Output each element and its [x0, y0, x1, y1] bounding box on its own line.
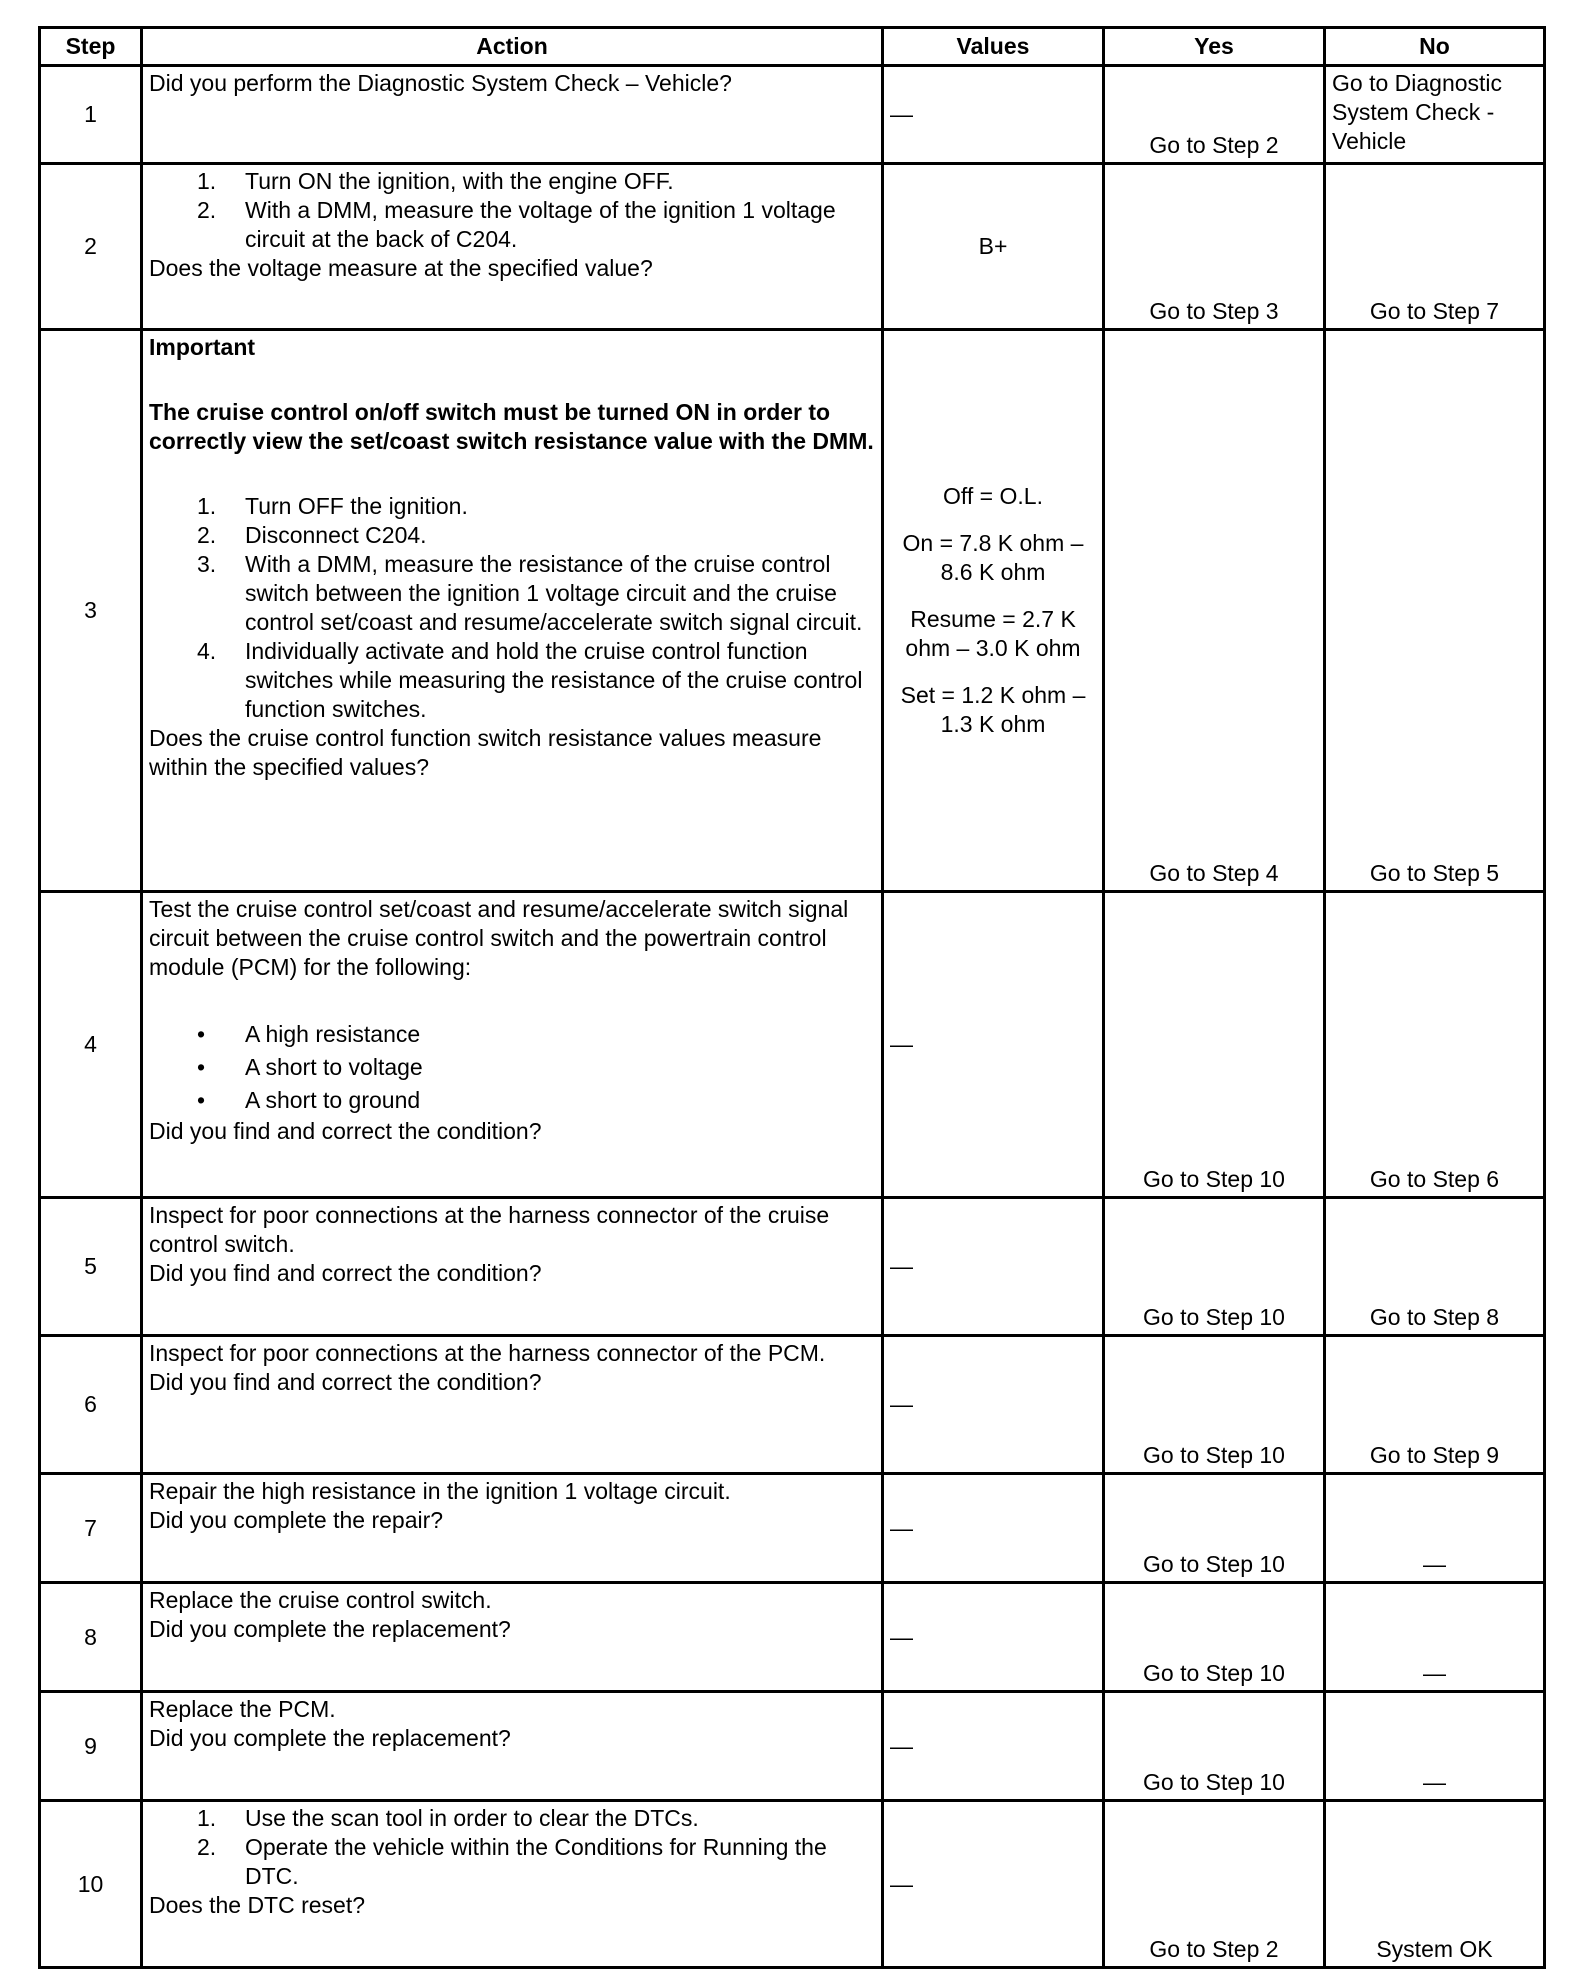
table-row	[40, 1336, 1545, 1474]
values-cell: —	[883, 1692, 1104, 1801]
list-item: 3. With a DMM, measure the resistance of the cruise control switch between the ignition 1 voltage circuit and the cruise control set/coast and resume/accelerate switch signal circuit.	[197, 551, 863, 635]
action-question: Did you find and correct the condition?	[149, 1369, 542, 1395]
values-cell: —	[883, 1474, 1104, 1583]
yes-cell: Go to Step 2	[1104, 1801, 1325, 1968]
step-number: 10	[40, 1801, 142, 1968]
list-item: • A short to ground	[197, 1087, 421, 1113]
yes-cell: Go to Step 10	[1104, 1692, 1325, 1801]
no-cell: —	[1325, 1474, 1545, 1583]
list-item: 1. Use the scan tool in order to clear the DTCs.	[197, 1805, 699, 1831]
values-cell: —	[883, 1336, 1104, 1474]
action-text: Inspect for poor connections at the harness connector of the cruise control switch.	[149, 1202, 830, 1257]
values-cell: —	[883, 892, 1104, 1198]
yes-cell: Go to Step 2	[1104, 66, 1325, 164]
action-text: Replace the cruise control switch.	[149, 1587, 492, 1613]
table-row	[40, 892, 1545, 1198]
step-number: 6	[40, 1336, 142, 1474]
action-cell	[142, 330, 883, 892]
no-cell: Go to Step 8	[1325, 1198, 1545, 1336]
list-item: 2. Operate the vehicle within the Conditions for Running the DTC.	[197, 1834, 827, 1889]
table-row	[40, 1801, 1545, 1968]
action-cell	[142, 1692, 883, 1801]
values-cell: —	[883, 1198, 1104, 1336]
action-question: Did you find and correct the condition?	[149, 1260, 542, 1286]
no-cell: System OK	[1325, 1801, 1545, 1968]
bullet-list	[149, 1018, 875, 1117]
value-set: Set = 1.2 K ohm – 1.3 K ohm	[900, 682, 1086, 737]
table-row	[40, 1583, 1545, 1692]
action-question: Did you complete the replacement?	[149, 1616, 511, 1642]
action-cell	[142, 1583, 883, 1692]
no-cell: Go to Step 9	[1325, 1336, 1545, 1474]
action-text: Replace the PCM.	[149, 1696, 336, 1722]
action-text: Repair the high resistance in the ignition 1 voltage circuit.	[149, 1478, 731, 1504]
action-cell	[142, 892, 883, 1198]
action-cell	[142, 1801, 883, 1968]
action-cell	[142, 1198, 883, 1336]
no-cell: —	[1325, 1583, 1545, 1692]
step-number: 1	[40, 66, 142, 164]
action-question: Did you complete the replacement?	[149, 1725, 511, 1751]
list-item: 1. Turn ON the ignition, with the engine OFF.	[197, 168, 674, 194]
action-cell	[142, 1336, 883, 1474]
step-number: 7	[40, 1474, 142, 1583]
numbered-list	[149, 167, 875, 254]
list-item: • A high resistance	[197, 1021, 421, 1047]
table-row	[40, 1198, 1545, 1336]
list-item: • A short to voltage	[197, 1054, 423, 1080]
action-cell	[142, 164, 883, 330]
action-text: Inspect for poor connections at the harness connector of the PCM.	[149, 1340, 826, 1366]
header-yes: Yes	[1104, 28, 1325, 66]
yes-cell: Go to Step 10	[1104, 1583, 1325, 1692]
numbered-list	[149, 492, 875, 724]
action-text: Test the cruise control set/coast and resume/accelerate switch signal circuit between the cruise control switch and the powertrain control module (PCM) for the following:	[149, 896, 849, 980]
list-item: 4. Individually activate and hold the cruise control function switches while measuring the resistance of the cruise control function switches.	[197, 638, 863, 722]
no-cell: —	[1325, 1692, 1545, 1801]
step-number: 8	[40, 1583, 142, 1692]
action-cell	[142, 66, 883, 164]
no-cell: Go to Step 6	[1325, 892, 1545, 1198]
step-number: 4	[40, 892, 142, 1198]
table-row	[40, 164, 1545, 330]
header-step: Step	[40, 28, 142, 66]
step-number: 9	[40, 1692, 142, 1801]
table-header-row	[40, 28, 1545, 66]
value-off: Off = O.L.	[943, 483, 1043, 509]
values-cell: —	[883, 1583, 1104, 1692]
list-item: 1. Turn OFF the ignition.	[197, 493, 468, 519]
table-row	[40, 1692, 1545, 1801]
step-number: 5	[40, 1198, 142, 1336]
action-question: Does the cruise control function switch resistance values measure within the specified values?	[149, 725, 822, 780]
step-number: 2	[40, 164, 142, 330]
action-cell	[142, 1474, 883, 1583]
yes-cell: Go to Step 10	[1104, 1198, 1325, 1336]
numbered-list	[149, 1804, 875, 1891]
step-number: 3	[40, 330, 142, 892]
value-resume: Resume = 2.7 K ohm – 3.0 K ohm	[905, 606, 1081, 661]
action-question: Does the DTC reset?	[149, 1892, 366, 1918]
table-row	[40, 330, 1545, 892]
table-row	[40, 1474, 1545, 1583]
yes-cell: Go to Step 10	[1104, 892, 1325, 1198]
yes-cell: Go to Step 10	[1104, 1336, 1325, 1474]
action-question: Did you complete the repair?	[149, 1507, 444, 1533]
yes-cell: Go to Step 3	[1104, 164, 1325, 330]
action-text: Did you perform the Diagnostic System Check – Vehicle?	[149, 70, 732, 96]
no-cell: Go to Step 5	[1325, 330, 1545, 892]
header-action: Action	[142, 28, 883, 66]
important-label: Important	[149, 334, 256, 360]
yes-cell: Go to Step 4	[1104, 330, 1325, 892]
header-values: Values	[883, 28, 1104, 66]
diagnostic-table	[38, 26, 1546, 1969]
action-question: Did you find and correct the condition?	[149, 1118, 542, 1144]
yes-cell: Go to Step 10	[1104, 1474, 1325, 1583]
no-cell: Go to Step 7	[1325, 164, 1545, 330]
action-question: Does the voltage measure at the specified value?	[149, 255, 653, 281]
table-row	[40, 66, 1545, 164]
header-no: No	[1325, 28, 1545, 66]
no-cell: Go to Diagnostic System Check - Vehicle	[1325, 66, 1545, 164]
values-cell: —	[883, 66, 1104, 164]
values-cell: —	[883, 1801, 1104, 1968]
values-cell	[883, 330, 1104, 892]
values-cell: B+	[883, 164, 1104, 330]
important-note: The cruise control on/off switch must be turned ON in order to correctly view the set/coast switch resistance value with the DMM.	[149, 399, 874, 454]
list-item: 2. Disconnect C204.	[197, 522, 427, 548]
list-item: 2. With a DMM, measure the voltage of the ignition 1 voltage circuit at the back of C204.	[197, 197, 836, 252]
value-on: On = 7.8 K ohm – 8.6 K ohm	[902, 530, 1084, 585]
